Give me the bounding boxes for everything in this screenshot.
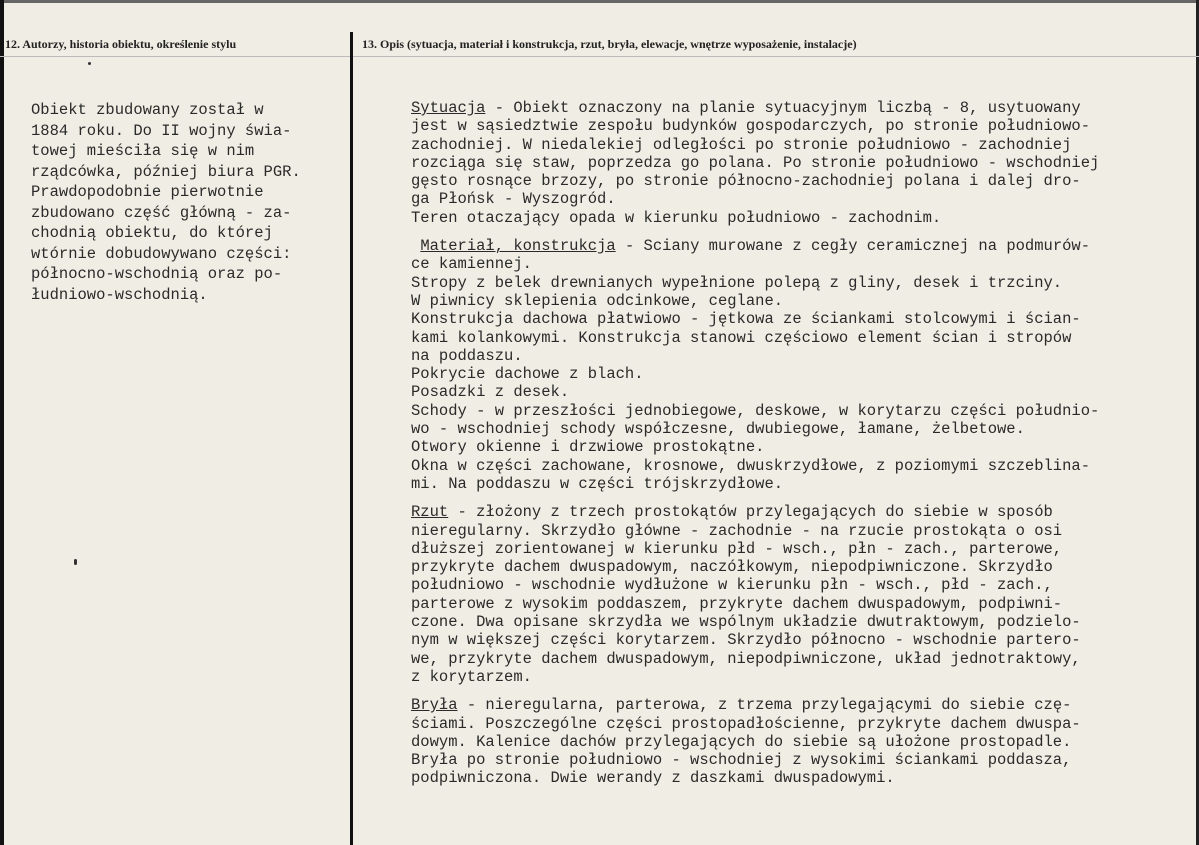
column-divider (350, 32, 353, 845)
history-line: towej mieściła się w nim (31, 142, 255, 160)
history-line: zbudowano część główną - za- (31, 203, 292, 222)
material-line: Posadzki z desek. (411, 383, 570, 402)
rzut-first-line (411, 503, 1181, 521)
bryla-text: - nieregularna, parterowa, z trzema przylegającymi do siebie czę- (457, 696, 1072, 715)
material-line: na poddaszu. (411, 346, 523, 365)
material-line: Konstrukcja dachowa płatwiowo - jętkowa ze ściankami stolcowymi i ścian- (411, 310, 1081, 329)
rzut-line: we, przykryte dachem dwuspadowym, niepodpiwniczone, układ jednotraktowy, (411, 649, 1081, 668)
rzut-line: południowo - wschodnie wydłużone w kierunku płn - wsch., płd - zach., (411, 576, 1053, 595)
sytuacja-line: rozciąga się staw, poprzedza go polana. Po stronie południowo - wschodniej (411, 153, 1100, 172)
sytuacja-line: Teren otaczający opada w kierunku południowo - zachodnim. (411, 208, 942, 227)
history-line: Obiekt zbudowany został w (31, 101, 264, 119)
bryla-line: dowym. Kalenice dachów przylegających do siebie są ułożone prostopadle. (411, 732, 1072, 751)
material-line: Schody - w przeszłości jednobiegowe, deskowe, w korytarzu części południo- (411, 401, 1100, 420)
rzut-text: - złożony z trzech prostokątów przylegających do siebie w sposób (448, 503, 1053, 522)
material-line: ce kamiennej. (411, 255, 532, 274)
left-column-header: 12. Autorzy, historia obiektu, określenie stylu (5, 37, 237, 51)
history-line: rządcówka, później biura PGR. (31, 162, 301, 181)
material-line: Pokrycie dachowe z blach. (411, 365, 644, 384)
sytuacja-heading: Sytuacja (411, 99, 486, 117)
rzut-heading: Rzut (411, 503, 449, 522)
material-line: mi. Na poddaszu w części trójskrzydłowe. (411, 474, 784, 493)
history-line: 1884 roku. Do II wojny świa- (31, 121, 292, 140)
page-left-border (0, 0, 4, 845)
material-line: Okna w części zachowane, krosnowe, dwuskrzydłowe, z poziomymi szczeblina- (411, 456, 1091, 475)
right-column-header: 13. Opis (sytuacja, materiał i konstrukcja, rzut, bryła, elewacje, wnętrze wyposażenie, instalacje) (362, 37, 857, 51)
history-text (31, 100, 347, 305)
sytuacja-text: - Obiekt oznaczony na planie sytuacyjnym liczbą - 8, usytuowany (485, 99, 1081, 117)
history-line: chodnią obiektu, do której (31, 224, 273, 242)
material-text: - Sciany murowane z cegły ceramicznej na podmurów- (615, 237, 1091, 256)
bryla-first-line (411, 696, 1181, 714)
history-line: północno-wschodnią oraz po- (31, 265, 283, 283)
sytuacja-line: zachodniej. W niedalekiej odległości po stronie południowo - zachodniej (411, 135, 1072, 154)
description-text (411, 99, 1181, 788)
history-line: wtórnie dobudowywano części: (31, 244, 292, 263)
material-line: Stropy z belek drewnianych wypełnione polepą z gliny, desek i trzciny. (411, 273, 1063, 292)
header-rule (0, 56, 1199, 57)
rzut-line: parterowe z wysokim poddaszem, przykryte dachem dwuspadowym, podpiwni- (411, 594, 1063, 613)
rzut-line: z korytarzem. (411, 667, 532, 686)
rzut-line: nieregularny. Skrzydło główne - zachodnie - na rzucie prostokąta o osi (411, 521, 1063, 540)
specks (74, 559, 77, 565)
material-first-line (411, 237, 1181, 255)
history-line: Prawdopodobnie pierwotnie (31, 183, 264, 201)
page-top-edge (0, 0, 1199, 3)
bryla-heading: Bryła (411, 696, 458, 715)
material-line: wo - wschodniej schody współczesne, dwubiegowe, łamane, żelbetowe. (411, 420, 1025, 439)
sytuacja-line: jest w sąsiedztwie zespołu budynków gospodarczych, po stronie południowo- (411, 117, 1091, 136)
specks (88, 62, 91, 65)
rzut-line: dłuższej zorientowanej w kierunku płd - wsch., płn - zach., parterowe, (411, 539, 1063, 558)
material-heading: Materiał, konstrukcja (420, 237, 616, 256)
rzut-line: czone. Dwa opisane skrzydła we wspólnym układzie dwutraktowym, podzielo- (411, 613, 1081, 632)
bryla-line: ściami. Poszczególne części prostopadłościenne, przykryte dachem dwuspa- (411, 714, 1081, 733)
rzut-line: przykryte dachem dwuspadowym, naczółkowym, niepodpiwniczone. Skrzydło (411, 558, 1053, 577)
sytuacja-line: gęsto rosnące brzozy, po stronie północno-zachodniej polana i dalej dro- (411, 172, 1081, 191)
bryla-line: Bryła po stronie południowo - wschodniej z wysokimi ściankami poddasza, (411, 751, 1072, 770)
material-line: kami kolankowymi. Konstrukcja stanowi częściowo element ścian i stropów (411, 328, 1072, 347)
sytuacja-line: ga Płońsk - Wyszogród. (411, 190, 616, 209)
bryla-line: podpiwniczona. Dwie werandy z daszkami dwuspadowymi. (411, 769, 895, 788)
sytuacja-first-line (411, 99, 1181, 117)
rzut-line: nym w większej części korytarzem. Skrzydło północno - wschodnie partero- (411, 631, 1081, 650)
material-line: W piwnicy sklepienia odcinkowe, ceglane. (411, 291, 784, 310)
material-line: Otwory okienne i drzwiowe prostokątne. (411, 438, 765, 457)
history-line: łudniowo-wschodnią. (31, 285, 208, 304)
